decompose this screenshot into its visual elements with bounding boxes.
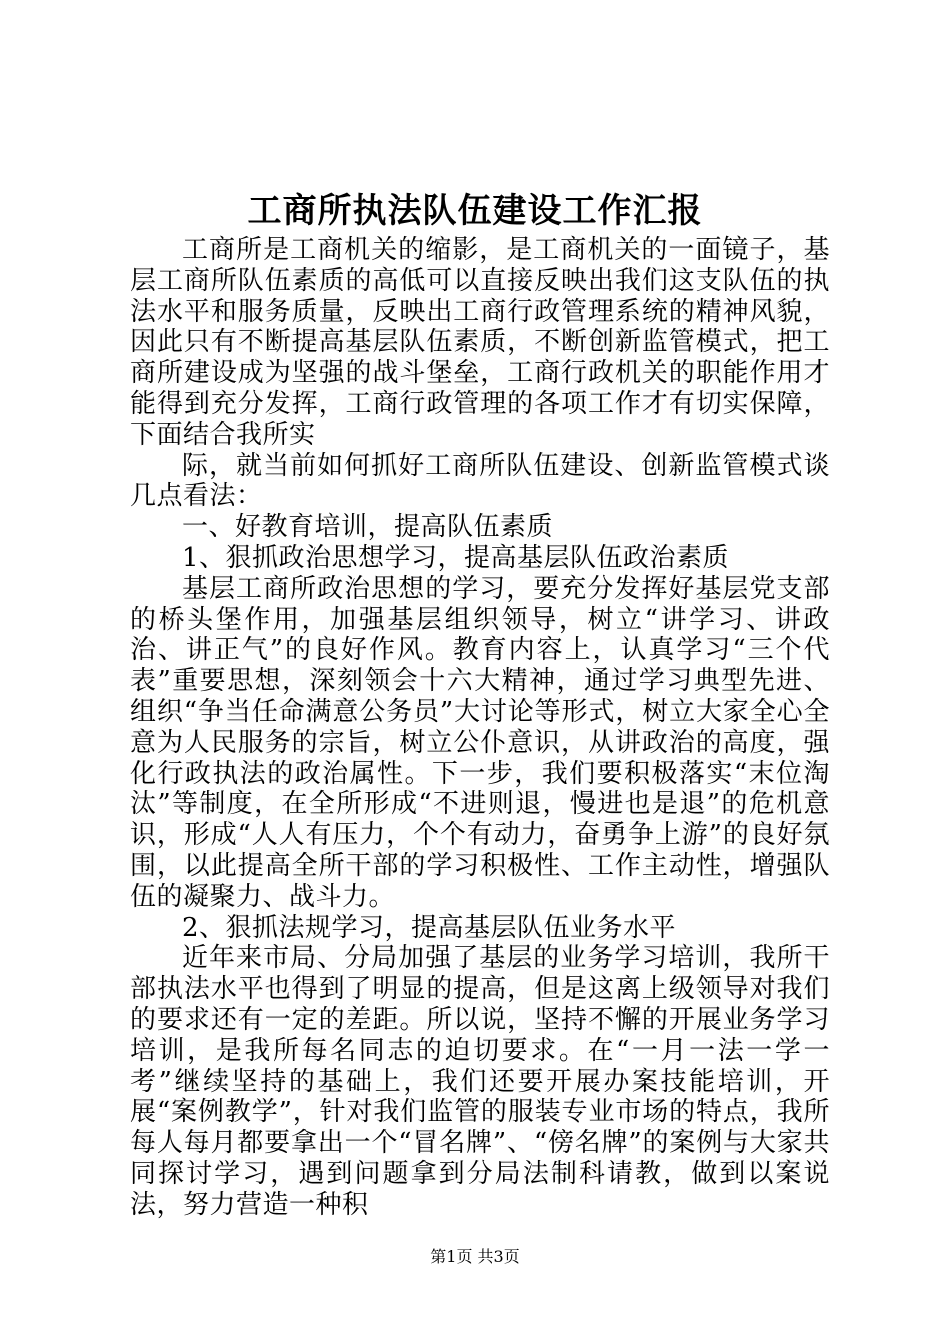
paragraph-legal-study: 近年来市局、分局加强了基层的业务学习培训，我所干部执法水平也得到了明显的提高，但是这离上级领导对我们的要求还有一定的差距。所以说，坚持不懈的开展业务学习培训，是我所每名同志的迫切要求。在“一月一法一学一考”继续坚持的基础上，我们还要开展办案技能培训，开展“案例教学”，针对我们监管的服装专业市场的特点，我所每人每月都要拿出一个“冒名牌”、“傍名牌”的案例与大家共同探讨学习，遇到问题拿到分局法制科请教，做到以案说法，努力营造一种积 <box>130 943 830 1220</box>
document-title: 工商所执法队伍建设工作汇报 <box>247 191 703 231</box>
subsection-heading-1: 1、狠抓政治思想学习，提高基层队伍政治素质 <box>182 542 730 573</box>
subsection-heading-2: 2、狠抓法规学习，提高基层队伍业务水平 <box>182 912 677 943</box>
paragraph-intro-continued: 际，就当前如何抓好工商所队伍建设、创新监管模式谈几点看法： <box>130 450 830 512</box>
paragraph-intro: 工商所是工商机关的缩影，是工商机关的一面镜子，基层工商所队伍素质的高低可以直接反映出我们这支队伍的执法水平和服务质量，反映出工商行政管理系统的精神风貌，因此只有不断提高基层队伍素质，不断创新监管模式，把工商所建设成为坚强的战斗堡垒，工商行政机关的职能作用才能得到充分发挥，工商行政管理的各项工作才有切实保障，下面结合我所实 <box>130 235 830 450</box>
section-heading-1: 一、好教育培训，提高队伍素质 <box>182 512 554 543</box>
paragraph-political-study: 基层工商所政治思想的学习，要充分发挥好基层党支部的桥头堡作用，加强基层组织领导，树立“讲学习、讲政治、讲正气”的良好作风。教育内容上，认真学习“三个代表”重要思想，深刻领会十六大精神，通过学习典型先进、组织“争当任命满意公务员”大讨论等形式，树立大家全心全意为人民服务的宗旨，树立公仆意识，从讲政治的高度，强化行政执法的政治属性。下一步，我们要积极落实“末位淘汰”等制度，在全所形成“不进则退，慢进也是退”的危机意识，形成“人人有压力，个个有动力，奋勇争上游”的良好氛围，以此提高全所干部的学习积极性、工作主动性，增强队伍的凝聚力、战斗力。 <box>130 573 830 912</box>
page-footer: 第1页 共3页 <box>430 1247 520 1266</box>
document-body <box>130 235 830 1221</box>
